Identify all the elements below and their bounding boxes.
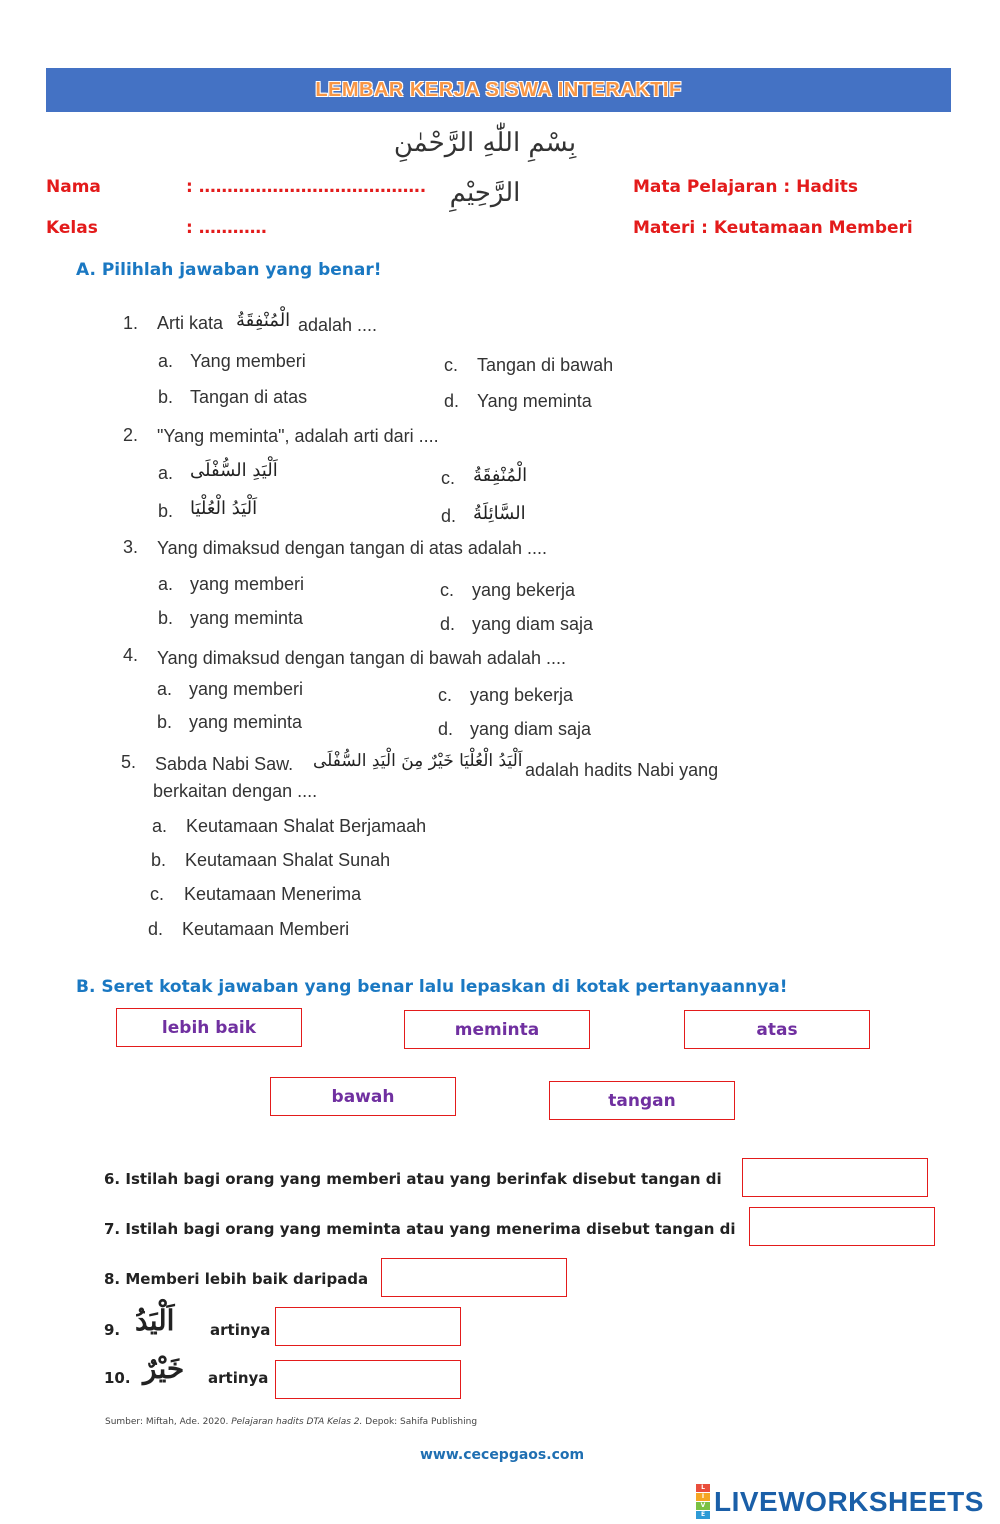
- q4-option-c[interactable]: yang bekerja: [470, 685, 574, 705]
- source-title: Pelajaran hadits DTA Kelas 2.: [231, 1417, 363, 1427]
- q2-d-letter: d.: [441, 506, 457, 526]
- q2-c-letter: c.: [441, 468, 456, 488]
- q3-option-c[interactable]: yang bekerja: [472, 580, 576, 600]
- q4-option-a[interactable]: yang memberi: [189, 679, 304, 699]
- kelas-label: Kelas: [46, 218, 98, 238]
- q1-option-c[interactable]: Tangan di bawah: [477, 355, 614, 375]
- drag-item-meminta[interactable]: meminta: [404, 1010, 590, 1049]
- kelas-value: : …………: [186, 218, 267, 238]
- q5-option-a[interactable]: Keutamaan Shalat Berjamaah: [186, 816, 427, 836]
- q2-b-letter: b.: [158, 501, 174, 521]
- q4-a-letter: a.: [157, 679, 173, 699]
- q9-artinya: artinya: [210, 1321, 271, 1339]
- q1-a-letter: a.: [158, 351, 174, 371]
- mata-pelajaran: Mata Pelajaran : Hadits: [633, 177, 859, 197]
- q5-line2: berkaitan dengan ....: [153, 781, 318, 801]
- q7-text: 7. Istilah bagi orang yang meminta atau yang menerima disebut tangan di: [104, 1220, 736, 1238]
- q1-b-letter: b.: [158, 387, 174, 407]
- q5-option-b[interactable]: Keutamaan Shalat Sunah: [185, 850, 391, 870]
- q4-option-d[interactable]: yang diam saja: [470, 719, 592, 739]
- q3-option-a[interactable]: yang memberi: [190, 574, 305, 594]
- q10-number: 10.: [104, 1369, 131, 1387]
- q2-option-d[interactable]: السَّائِلَةُ: [473, 503, 526, 524]
- liveworksheets-logo-icon: L I V E: [696, 1484, 710, 1519]
- q8-text: 8. Memberi lebih baik daripada: [104, 1270, 369, 1288]
- q5-d-letter: d.: [148, 919, 164, 939]
- materi: Materi : Keutamaan Memberi: [633, 218, 913, 238]
- q5-a-letter: a.: [152, 816, 168, 836]
- q7-drop-target[interactable]: [749, 1207, 935, 1246]
- q3-a-letter: a.: [158, 574, 174, 594]
- website-url[interactable]: www.cecepgaos.com: [420, 1447, 585, 1463]
- source-pre: Sumber: Miftah, Ade. 2020.: [105, 1417, 232, 1427]
- q2-option-a[interactable]: اَلْيَدِ السُّفْلَى: [190, 460, 278, 481]
- q10-drop-target[interactable]: [275, 1360, 461, 1399]
- q5-hadith-arabic: اَلْيَدُ الْعُلْيَا خَيْرٌ مِنَ الْيَدِ السُّفْلَى: [313, 751, 523, 771]
- source-citation: [105, 1417, 477, 1427]
- q3-b-letter: b.: [158, 608, 174, 628]
- q3-number: 3.: [123, 537, 139, 557]
- q1-number: 1.: [123, 313, 139, 333]
- source-post: Depok: Sahifa Publishing: [362, 1417, 478, 1427]
- q3-d-letter: d.: [440, 614, 456, 634]
- q2-option-c[interactable]: الْمُنْفِقَةُ: [473, 465, 528, 486]
- liveworksheets-brand[interactable]: [696, 1484, 984, 1519]
- q1-arabic: الْمُنْفِقَةُ: [236, 310, 291, 331]
- q2-option-b[interactable]: اَلْيَدُ الْعُلْيَا: [190, 498, 258, 519]
- q4-text: Yang dimaksud dengan tangan di bawah adalah ....: [157, 648, 566, 668]
- q2-a-letter: a.: [158, 463, 174, 483]
- section-b-heading: B. Seret kotak jawaban yang benar lalu lepaskan di kotak pertanyaannya!: [76, 977, 788, 997]
- q4-option-b[interactable]: yang meminta: [189, 712, 303, 732]
- q2-number: 2.: [123, 425, 139, 445]
- q4-number: 4.: [123, 645, 139, 665]
- q3-c-letter: c.: [440, 580, 455, 600]
- q4-b-letter: b.: [157, 712, 173, 732]
- section-a-heading: A. Pilihlah jawaban yang benar!: [76, 260, 382, 280]
- q5-option-c[interactable]: Keutamaan Menerima: [184, 884, 362, 904]
- q9-drop-target[interactable]: [275, 1307, 461, 1346]
- drag-item-atas[interactable]: atas: [684, 1010, 870, 1049]
- q1-option-a[interactable]: Yang memberi: [190, 351, 306, 371]
- worksheet-title: LEMBAR KERJA SISWA INTERAKTIF: [315, 78, 682, 101]
- title-banner: [46, 68, 951, 112]
- basmala-calligraphy: بِسْمِ اللّٰهِ الرَّحْمٰنِ الرَّحِيْمِ: [393, 128, 577, 208]
- q1-option-d[interactable]: Yang meminta: [477, 391, 592, 411]
- nama-value: : ………………………………….: [186, 177, 427, 197]
- q1-pre: Arti kata: [157, 313, 224, 333]
- q5-c-letter: c.: [150, 884, 165, 904]
- q5-b-letter: b.: [151, 850, 167, 870]
- q1-option-b[interactable]: Tangan di atas: [190, 387, 308, 407]
- q9-number: 9.: [104, 1321, 121, 1339]
- q6-drop-target[interactable]: [742, 1158, 928, 1197]
- liveworksheets-wordmark: LIVEWORKSHEETS: [714, 1485, 984, 1517]
- drag-item-tangan[interactable]: tangan: [549, 1081, 735, 1120]
- q5-option-d[interactable]: Keutamaan Memberi: [182, 919, 350, 939]
- q10-artinya: artinya: [208, 1369, 269, 1387]
- q2-text: "Yang meminta", adalah arti dari ....: [157, 426, 439, 446]
- drag-item-lebih-baik[interactable]: lebih baik: [116, 1008, 302, 1047]
- q3-text: Yang dimaksud dengan tangan di atas adalah ....: [157, 538, 547, 558]
- q9-arabic: اَلْيَدُ: [135, 1304, 175, 1337]
- q8-drop-target[interactable]: [381, 1258, 567, 1297]
- q5-post: adalah hadits Nabi yang: [525, 760, 719, 780]
- q1-d-letter: d.: [444, 391, 460, 411]
- q6-text: 6. Istilah bagi orang yang memberi atau yang berinfak disebut tangan di: [104, 1170, 722, 1188]
- q5-number: 5.: [121, 752, 137, 772]
- q10-arabic: خَيْرٌ: [143, 1352, 185, 1385]
- q3-option-d[interactable]: yang diam saja: [472, 614, 594, 634]
- nama-label: Nama: [46, 177, 101, 197]
- q5-pre: Sabda Nabi Saw.: [155, 754, 294, 774]
- q1-c-letter: c.: [444, 355, 459, 375]
- drag-item-bawah[interactable]: bawah: [270, 1077, 456, 1116]
- q3-option-b[interactable]: yang meminta: [190, 608, 304, 628]
- q4-d-letter: d.: [438, 719, 454, 739]
- q4-c-letter: c.: [438, 685, 453, 705]
- q1-post: adalah ....: [298, 315, 378, 335]
